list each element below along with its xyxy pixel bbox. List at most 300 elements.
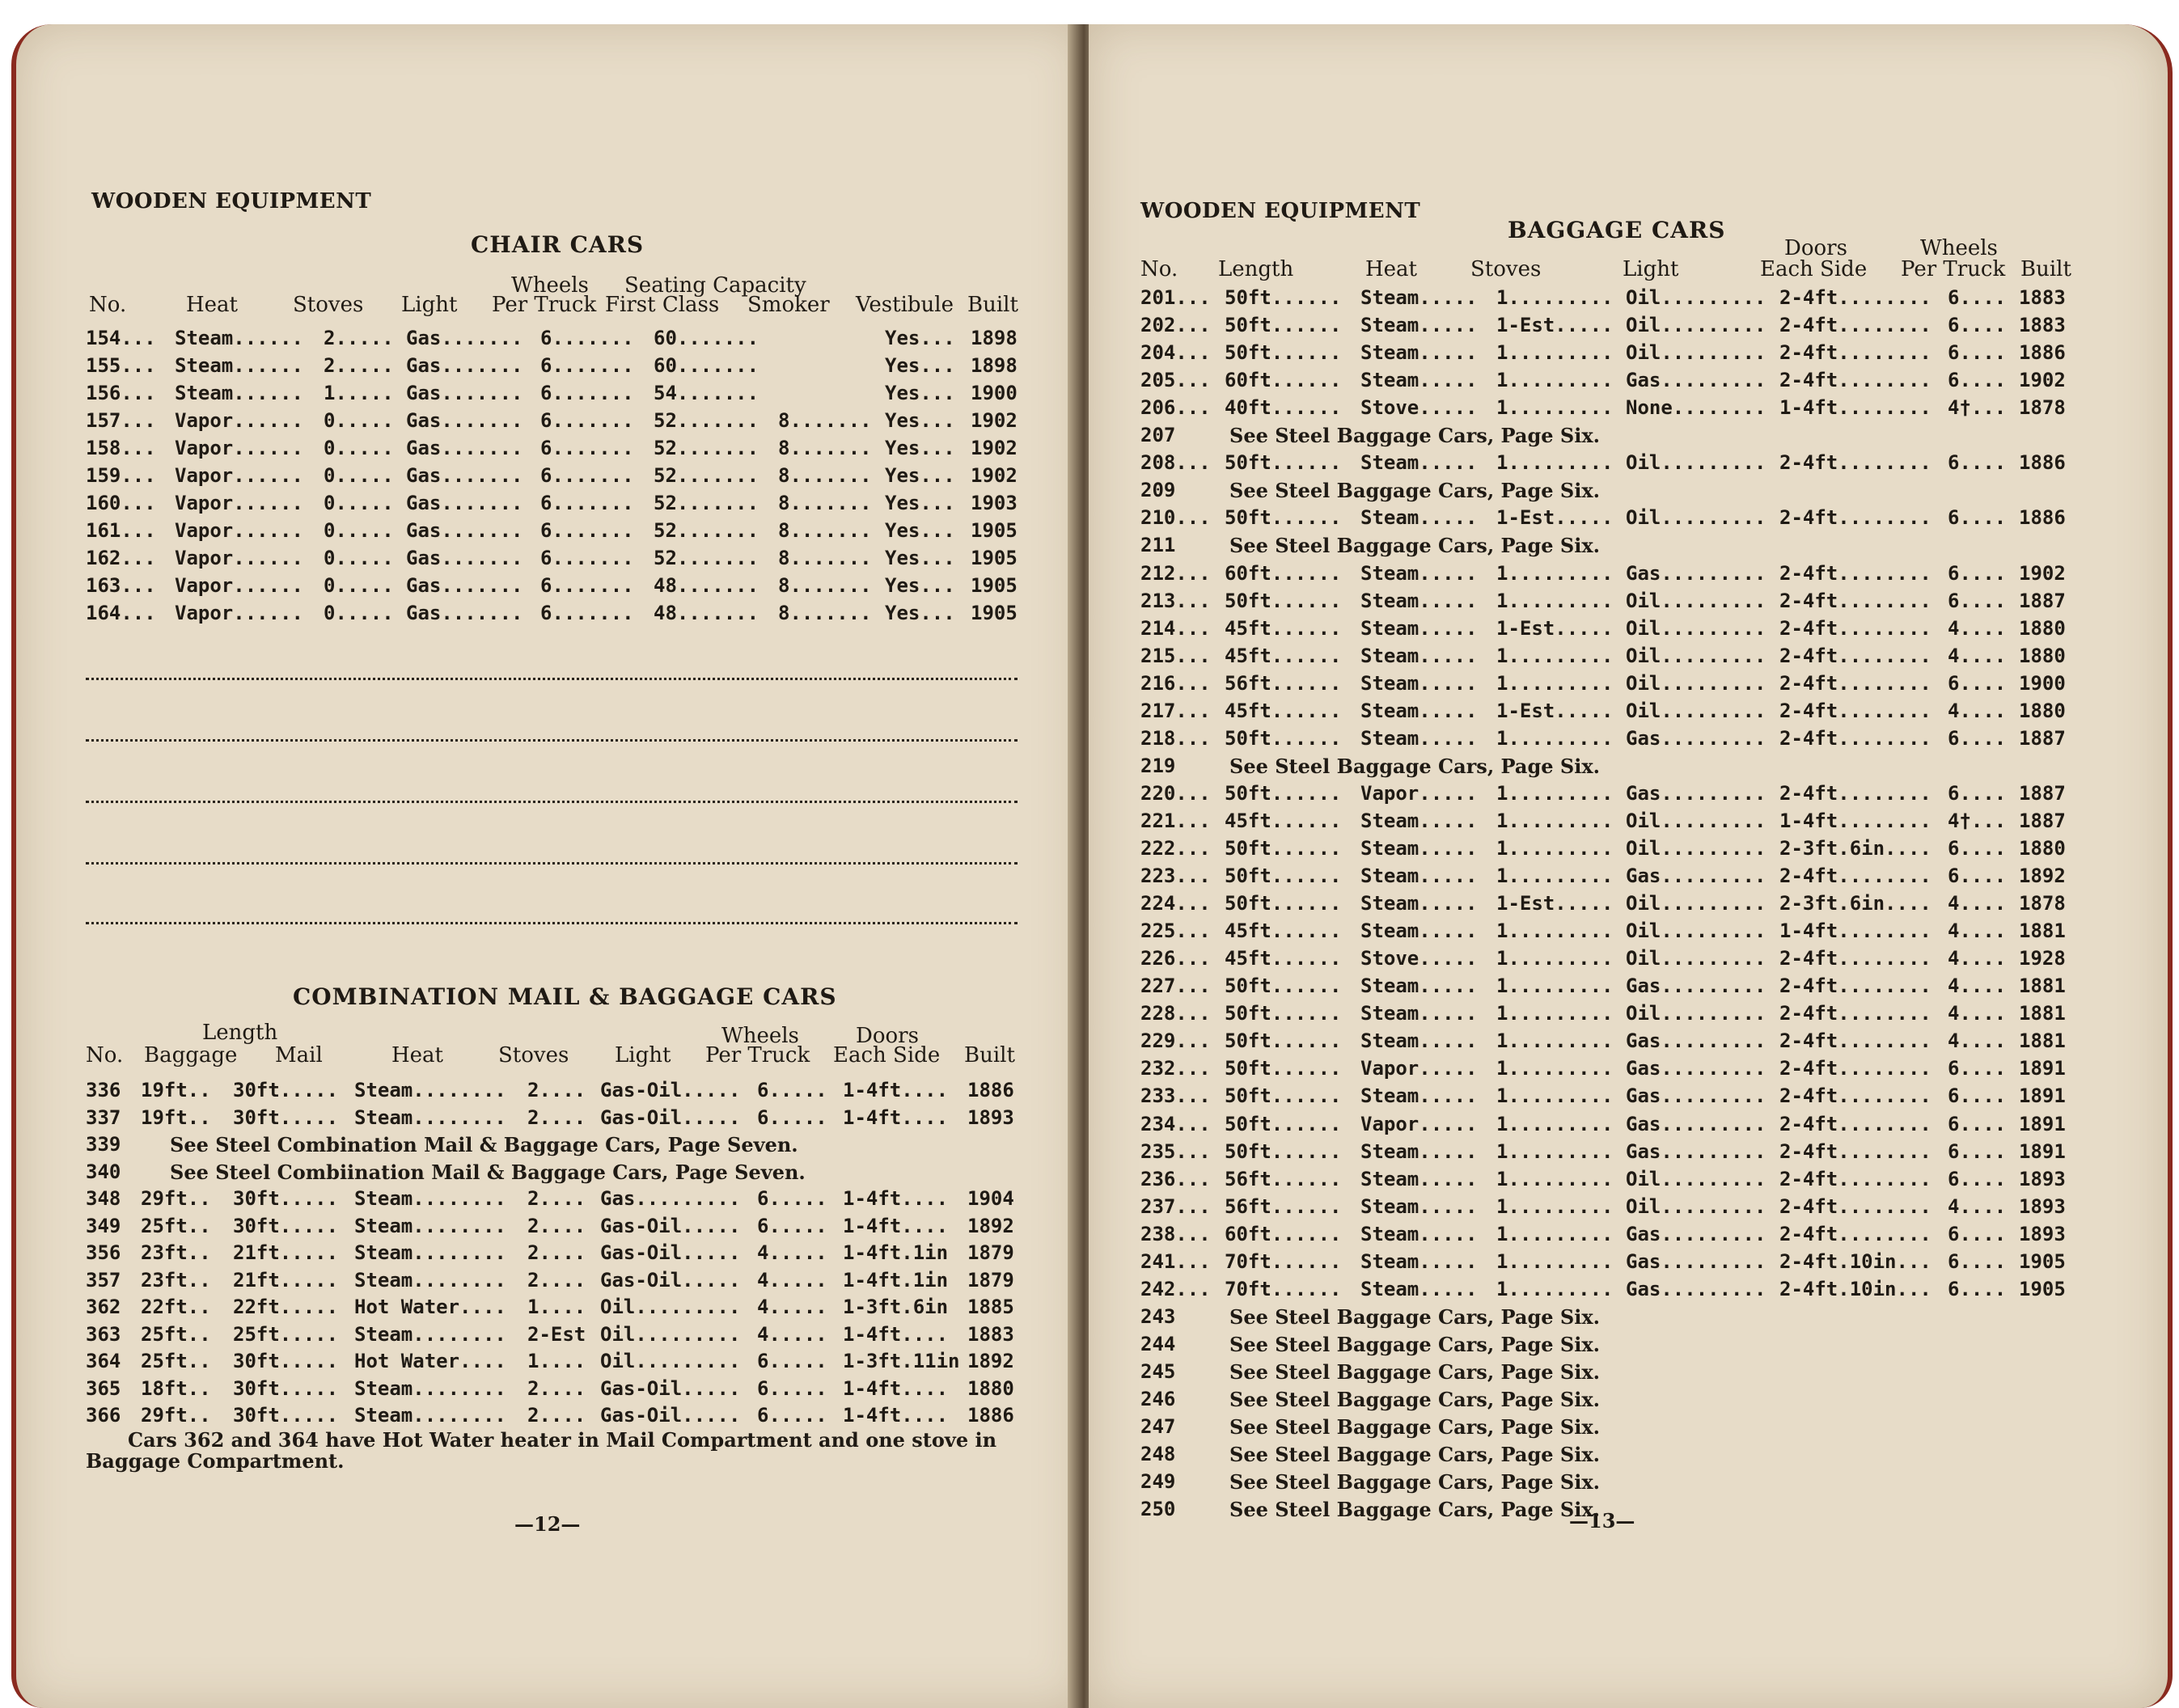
leader-dots: ........ <box>1838 781 1931 805</box>
leader-dots: ... <box>1175 947 1211 970</box>
leader-dots: ..... <box>768 1322 827 1346</box>
leader-dots: .... <box>539 1079 586 1101</box>
cell-no: 247 <box>1140 1415 1176 1439</box>
leader-dots: .... <box>1959 837 2007 860</box>
leader-dots: ..... <box>1419 341 1478 365</box>
cell-light: Gas......... <box>1626 726 1766 750</box>
leader-dots: ......... <box>1508 369 1614 392</box>
cell-light: Oil......... <box>1626 1002 1766 1025</box>
leader-dots: ......... <box>1661 589 1766 612</box>
leader-dots: ... <box>1175 974 1211 998</box>
leader-dots: ......... <box>1661 1029 1766 1053</box>
leader-dots: ..... <box>1419 1277 1478 1300</box>
cell-light: Gas-Oil..... <box>600 1376 741 1400</box>
leader-dots: ......... <box>1661 1084 1766 1108</box>
leader-dots: ......... <box>1508 781 1614 805</box>
cell-wheels: 4.... <box>1948 644 2007 667</box>
leader-dots: ....... <box>676 354 759 377</box>
cell-built: 1891 <box>2019 1112 2066 1135</box>
cell-wheels: 6.... <box>1948 781 2007 805</box>
leader-dots: ..... <box>279 1296 339 1318</box>
cell-no: 154... <box>86 327 156 349</box>
leader-dots: ......... <box>1661 1249 1766 1273</box>
leader-dots: ......... <box>1661 699 1766 722</box>
combo-header-light: Light <box>615 1043 671 1068</box>
cell-built: 1883 <box>2019 286 2066 309</box>
cell-wheels: 6.... <box>1948 561 2007 585</box>
leader-dots: ..... <box>335 492 394 514</box>
left-page-number: —12— <box>514 1512 581 1536</box>
leader-dots: ...... <box>1271 369 1342 392</box>
cell-built: 1881 <box>2019 1002 2066 1025</box>
cell-baggage: 22ft.. <box>141 1296 211 1318</box>
cell-note: See Steel Baggage Cars, Page Six. <box>1229 1359 1601 1384</box>
cell-built: 1905 <box>2019 1277 2066 1300</box>
chair-header-wheels-bottom: Per Truck <box>492 293 597 317</box>
leader-dots: ......... <box>1661 314 1766 337</box>
leader-dots: ... <box>121 574 156 597</box>
cell-heat: Hot Water.... <box>354 1296 506 1318</box>
leader-dots: ... <box>920 327 955 349</box>
cell-heat: Steam..... <box>1360 1194 1478 1218</box>
left-section-label: WOODEN EQUIPMENT <box>91 189 372 214</box>
cell-wheels: 4†... <box>1948 809 2007 832</box>
leader-dots: .. <box>187 1268 211 1292</box>
leader-dots: ......... <box>1508 1277 1614 1300</box>
cell-no: 337 <box>86 1106 121 1129</box>
leader-dots: ...... <box>1271 644 1342 667</box>
leader-dots: ...... <box>233 602 303 624</box>
leader-dots: ... <box>920 409 955 432</box>
combo-footnote <box>86 1430 1024 1472</box>
leader-dots: ..... <box>1419 947 1478 970</box>
leader-dots: .. <box>187 1106 211 1129</box>
cell-built: 1887 <box>2019 589 2066 612</box>
leader-dots: ..... <box>1419 726 1478 750</box>
cell-wheels: 6.... <box>1948 837 2007 860</box>
cell-doors: 2-3ft.6in.... <box>1779 892 1931 915</box>
cell-light: Oil......... <box>600 1322 741 1346</box>
leader-dots: .. <box>187 1079 211 1101</box>
cell-no: 364 <box>86 1350 121 1372</box>
cell-no: 214... <box>1140 616 1211 640</box>
cell-doors: 1-4ft.... <box>843 1404 949 1427</box>
cell-no: 248 <box>1140 1443 1176 1466</box>
cell-length: 50ft...... <box>1225 1112 1342 1135</box>
cell-length: 50ft...... <box>1225 1029 1342 1053</box>
leader-dots: ......... <box>1508 920 1614 943</box>
cell-doors: 2-4ft........ <box>1779 644 1931 667</box>
cell-built: 1891 <box>2019 1139 2066 1163</box>
leader-dots: ...... <box>1271 589 1342 612</box>
leader-dots: ... <box>920 547 955 569</box>
leader-dots: ..... <box>335 437 394 459</box>
leader-dots: ........ <box>1838 1002 1931 1025</box>
cell-doors: 1-4ft........ <box>1779 809 1931 832</box>
leader-dots: ...... <box>1271 1277 1342 1300</box>
cell-heat: Steam..... <box>1360 341 1478 365</box>
cell-wheels: 6..... <box>757 1376 827 1400</box>
cell-light: Oil......... <box>600 1296 741 1318</box>
cell-first: 52....... <box>654 437 759 459</box>
cell-built: 1886 <box>2019 341 2066 365</box>
cell-light: Oil......... <box>1626 920 1766 943</box>
leader-dots: ......... <box>1508 286 1614 309</box>
leader-dots: ......... <box>1508 1112 1614 1135</box>
combo-cars-table <box>86 1079 1024 1436</box>
cell-heat: Steam..... <box>1360 671 1478 695</box>
leader-dots: ... <box>1175 1002 1211 1025</box>
cell-doors: 2-4ft........ <box>1779 589 1931 612</box>
cell-vestibule: Yes... <box>885 354 955 377</box>
leader-dots: .... <box>1959 1002 2007 1025</box>
cell-length: 70ft...... <box>1225 1277 1342 1300</box>
leader-dots: ... <box>121 602 156 624</box>
cell-wheels: 4..... <box>757 1296 827 1318</box>
leader-dots: ..... <box>768 1214 827 1237</box>
cell-stoves: 1.... <box>527 1296 586 1318</box>
cell-no: 156... <box>86 382 156 404</box>
cell-light: Gas-Oil..... <box>600 1241 741 1264</box>
cell-heat: Steam........ <box>354 1079 506 1101</box>
leader-dots: ... <box>121 437 156 459</box>
cell-doors: 2-4ft........ <box>1779 947 1931 970</box>
cell-stoves: 1......... <box>1496 644 1614 667</box>
cell-baggage: 25ft.. <box>141 1322 211 1346</box>
leader-dots: ...... <box>1271 781 1342 805</box>
leader-dots: ..... <box>1555 314 1614 337</box>
cell-wheels: 6..... <box>757 1350 827 1372</box>
cell-heat: Steam..... <box>1360 561 1478 585</box>
cell-wheels: 4.... <box>1948 947 2007 970</box>
cell-doors: 2-4ft........ <box>1779 286 1931 309</box>
cell-light: Oil......... <box>1626 1167 1766 1190</box>
cell-light: Oil......... <box>600 1350 741 1372</box>
leader-dots: ..... <box>1419 1112 1478 1135</box>
leader-dots: ........ <box>1838 1139 1931 1163</box>
cell-wheels: 6....... <box>540 327 634 349</box>
cell-light: Gas......... <box>1626 1029 1766 1053</box>
cell-light: Gas......... <box>1626 1084 1766 1108</box>
leader-dots: ..... <box>1419 1084 1478 1108</box>
cell-light: Oil......... <box>1626 451 1766 475</box>
cell-heat: Steam..... <box>1360 1002 1478 1025</box>
combo-header-no: No. <box>86 1043 124 1068</box>
leader-dots: .... <box>901 1404 949 1427</box>
leader-dots: ... <box>1175 341 1211 365</box>
leader-dots: ......... <box>1661 1139 1766 1163</box>
cell-note: See Steel Baggage Cars, Page Six. <box>1229 479 1601 503</box>
cell-stoves: 1......... <box>1496 341 1614 365</box>
cell-wheels: 6.... <box>1948 341 2007 365</box>
cell-wheels: 6....... <box>540 409 634 432</box>
cell-wheels: 6.... <box>1948 1167 2007 1190</box>
cell-light: Gas....... <box>406 602 523 624</box>
leader-dots: ......... <box>1661 286 1766 309</box>
cell-built: 1892 <box>967 1214 1014 1237</box>
leader-dots: ....... <box>441 409 523 432</box>
leader-dots: ....... <box>552 519 634 542</box>
leader-dots: ........ <box>413 1322 506 1346</box>
cell-stoves: 2.... <box>527 1268 586 1292</box>
cell-wheels: 4.... <box>1948 699 2007 722</box>
cell-stoves: 1......... <box>1496 1084 1614 1108</box>
leader-dots: ... <box>920 464 955 487</box>
cell-built: 1891 <box>2019 1057 2066 1080</box>
leader-dots: ...... <box>1271 1139 1342 1163</box>
cell-first: 60....... <box>654 354 759 377</box>
leader-dots: ...... <box>1271 1029 1342 1053</box>
combo-header-wheels-bottom: Per Truck <box>705 1043 810 1068</box>
leader-dots: ....... <box>676 409 759 432</box>
cell-baggage: 25ft.. <box>141 1350 211 1372</box>
cell-mail: 22ft..... <box>233 1296 339 1318</box>
baggage-header-wheels-top: Wheels <box>1920 236 1998 260</box>
leader-dots: ......... <box>1661 644 1766 667</box>
cell-no: 349 <box>86 1214 121 1237</box>
leader-dots: .... <box>1959 671 2007 695</box>
cell-light: Oil......... <box>1626 837 1766 860</box>
cell-stoves: 1......... <box>1496 1057 1614 1080</box>
right-section-label: WOODEN EQUIPMENT <box>1140 199 1421 223</box>
cell-doors: 2-3ft.6in.... <box>1779 837 1931 860</box>
cell-note: See Steel Baggage Cars, Page Six. <box>1229 754 1601 778</box>
leader-dots: ... <box>1175 1249 1211 1273</box>
cell-stoves: 0..... <box>324 547 394 569</box>
cell-wheels: 6.... <box>1948 1277 2007 1300</box>
cell-wheels: 6.... <box>1948 865 2007 888</box>
cell-light: Gas......... <box>1626 369 1766 392</box>
cell-built: 1885 <box>967 1296 1014 1318</box>
cell-stoves: 1-Est..... <box>1496 314 1614 337</box>
cell-length: 50ft...... <box>1225 589 1342 612</box>
leader-dots: .... <box>1959 1139 2007 1163</box>
cell-length: 50ft...... <box>1225 1084 1342 1108</box>
cell-no: 160... <box>86 492 156 514</box>
leader-dots: ...... <box>1271 865 1342 888</box>
leader-dots: ......... <box>1508 726 1614 750</box>
cell-built: 1879 <box>967 1241 1014 1264</box>
combo-header-doors-top: Doors <box>856 1024 919 1048</box>
cell-stoves: 1..... <box>324 382 394 404</box>
leader-dots: ......... <box>1508 341 1614 365</box>
leader-dots: .... <box>539 1350 586 1372</box>
cell-doors: 2-4ft........ <box>1779 1002 1931 1025</box>
leader-dots: ...... <box>1271 286 1342 309</box>
leader-dots: ........ <box>413 1187 506 1210</box>
cell-no: 225... <box>1140 920 1211 943</box>
cell-stoves: 2.... <box>527 1079 586 1101</box>
leader-dots: ..... <box>279 1241 339 1264</box>
cell-wheels: 6.... <box>1948 314 2007 337</box>
leader-dots: .... <box>539 1106 586 1129</box>
cell-wheels: 6.... <box>1948 589 2007 612</box>
baggage-header-wheels-bottom: Per Truck <box>1901 257 2006 281</box>
leader-dots: ...... <box>1271 396 1342 420</box>
cell-wheels: 6....... <box>540 574 634 597</box>
cell-built: 1880 <box>967 1376 1014 1400</box>
cell-stoves: 1......... <box>1496 947 1614 970</box>
leader-dots: ........ <box>1838 341 1931 365</box>
cell-stoves: 1......... <box>1496 286 1614 309</box>
cell-length: 45ft...... <box>1225 920 1342 943</box>
cell-heat: Steam..... <box>1360 1249 1478 1273</box>
cell-mail: 30ft..... <box>233 1214 339 1237</box>
cell-no: 216... <box>1140 671 1211 695</box>
leader-dots: ....... <box>441 574 523 597</box>
leader-dots: ...... <box>1271 726 1342 750</box>
leader-dots: ... <box>1175 1222 1211 1245</box>
leader-dots: ........ <box>413 1214 506 1237</box>
cell-first: 52....... <box>654 464 759 487</box>
leader-dots: ..... <box>1419 286 1478 309</box>
leader-dots: ... <box>1175 1139 1211 1163</box>
cell-heat: Steam..... <box>1360 865 1478 888</box>
cell-length: 50ft...... <box>1225 726 1342 750</box>
cell-doors: 2-4ft........ <box>1779 341 1931 365</box>
leader-dots: ...... <box>1271 809 1342 832</box>
cell-doors: 2-4ft........ <box>1779 671 1931 695</box>
cell-heat: Steam..... <box>1360 1084 1478 1108</box>
cell-built: 1904 <box>967 1187 1014 1210</box>
leader-dots: ..... <box>768 1241 827 1264</box>
cell-built: 1928 <box>2019 947 2066 970</box>
cell-built: 1880 <box>2019 699 2066 722</box>
cell-wheels: 4.... <box>1948 920 2007 943</box>
leader-dots: ..... <box>682 1241 741 1264</box>
cell-no: 249 <box>1140 1470 1176 1494</box>
cell-stoves: 1-Est..... <box>1496 616 1614 640</box>
leader-dots: .... <box>901 1322 949 1346</box>
cell-heat: Steam........ <box>354 1241 506 1264</box>
cell-no: 217... <box>1140 699 1211 722</box>
cell-length: 45ft...... <box>1225 809 1342 832</box>
leader-dots: ......... <box>1661 1194 1766 1218</box>
cell-no: 162... <box>86 547 156 569</box>
cell-doors: 2-4ft........ <box>1779 974 1931 998</box>
leader-dots: ... <box>1896 1249 1931 1273</box>
leader-dots: ....... <box>789 574 872 597</box>
cell-length: 45ft...... <box>1225 644 1342 667</box>
leader-dots: ..... <box>768 1106 827 1129</box>
cell-wheels: 6.... <box>1948 451 2007 475</box>
cell-wheels: 6.... <box>1948 1249 2007 1273</box>
leader-dots: ....... <box>676 437 759 459</box>
cell-wheels: 6....... <box>540 464 634 487</box>
cell-wheels: 6....... <box>540 437 634 459</box>
leader-dots: ......... <box>1661 369 1766 392</box>
cell-light: Gas....... <box>406 382 523 404</box>
leader-dots: ........ <box>1838 1112 1931 1135</box>
cell-built: 1883 <box>967 1322 1014 1346</box>
leader-dots: ........ <box>1838 1194 1931 1218</box>
leader-dots: ..... <box>1555 892 1614 915</box>
cell-heat: Steam...... <box>175 327 303 349</box>
cell-wheels: 4..... <box>757 1241 827 1264</box>
cell-vestibule: Yes... <box>885 602 955 624</box>
cell-doors: 1-4ft.... <box>843 1214 949 1237</box>
cell-doors: 2-4ft........ <box>1779 1029 1931 1053</box>
cell-first: 52....... <box>654 519 759 542</box>
chair-header-first-class: First Class <box>605 293 720 317</box>
leader-dots: ....... <box>789 409 872 432</box>
leader-dots: ...... <box>1271 699 1342 722</box>
cell-no: 241... <box>1140 1249 1211 1273</box>
cell-doors: 2-4ft........ <box>1779 561 1931 585</box>
cell-heat: Vapor...... <box>175 574 303 597</box>
cell-wheels: 6....... <box>540 382 634 404</box>
leader-dots: .... <box>1959 341 2007 365</box>
leader-dots: ........ <box>1838 451 1931 475</box>
leader-dots: ...... <box>1271 1084 1342 1108</box>
cell-wheels: 6.... <box>1948 1222 2007 1245</box>
leader-dots: .... <box>539 1241 586 1264</box>
leader-dots: ... <box>1175 865 1211 888</box>
leader-dots: ... <box>1175 699 1211 722</box>
cell-no: 348 <box>86 1187 121 1210</box>
cell-heat: Steam..... <box>1360 644 1478 667</box>
leader-dots: ......... <box>1661 809 1766 832</box>
leader-dots: .... <box>1959 1084 2007 1108</box>
leader-dots: ....... <box>441 602 523 624</box>
cell-light: Gas......... <box>1626 1057 1766 1080</box>
leader-dots: ......... <box>1508 644 1614 667</box>
cell-heat: Steam........ <box>354 1322 506 1346</box>
cell-wheels: 4..... <box>757 1268 827 1292</box>
leader-dots: ......... <box>1661 837 1766 860</box>
leader-dots: ..... <box>1419 920 1478 943</box>
cell-light: Oil......... <box>1626 589 1766 612</box>
leader-dots: .... <box>1959 616 2007 640</box>
cell-stoves: 2.... <box>527 1187 586 1210</box>
chair-header-wheels-top: Wheels <box>511 273 589 298</box>
cell-no: 213... <box>1140 589 1211 612</box>
leader-dots: ... <box>1175 616 1211 640</box>
cell-doors: 2-4ft.10in... <box>1779 1249 1931 1273</box>
leader-dots: ......... <box>1661 892 1766 915</box>
leader-dots: ..... <box>1419 1057 1478 1080</box>
cell-built: 1881 <box>2019 974 2066 998</box>
leader-dots: ..... <box>279 1268 339 1292</box>
cell-no: 226... <box>1140 947 1211 970</box>
cell-wheels: 6.... <box>1948 1084 2007 1108</box>
leader-dots: ........ <box>1838 1167 1931 1190</box>
cell-doors: 2-4ft........ <box>1779 1112 1931 1135</box>
leader-dots: ........ <box>413 1404 506 1427</box>
leader-dots: ..... <box>1419 561 1478 585</box>
leader-dots: ....... <box>789 437 872 459</box>
leader-dots: ..... <box>768 1376 827 1400</box>
leader-dots: ......... <box>1661 671 1766 695</box>
leader-dots: .. <box>187 1296 211 1318</box>
leader-dots: ..... <box>1419 1139 1478 1163</box>
leader-dots: ...... <box>1271 1112 1342 1135</box>
cell-built: 1905 <box>971 547 1018 569</box>
leader-dots: ...... <box>1271 1002 1342 1025</box>
leader-dots: ... <box>1175 644 1211 667</box>
cell-light: Gas....... <box>406 519 523 542</box>
cell-heat: Steam..... <box>1360 892 1478 915</box>
ruled-line <box>86 678 1018 680</box>
leader-dots: ..... <box>279 1376 339 1400</box>
cell-light: Gas....... <box>406 437 523 459</box>
cell-built: 1887 <box>2019 726 2066 750</box>
leader-dots: ....... <box>552 464 634 487</box>
leader-dots: .... <box>1959 1057 2007 1080</box>
cell-light: Gas......... <box>1626 561 1766 585</box>
leader-dots: ...... <box>1271 1249 1342 1273</box>
leader-dots: ..... <box>279 1322 339 1346</box>
